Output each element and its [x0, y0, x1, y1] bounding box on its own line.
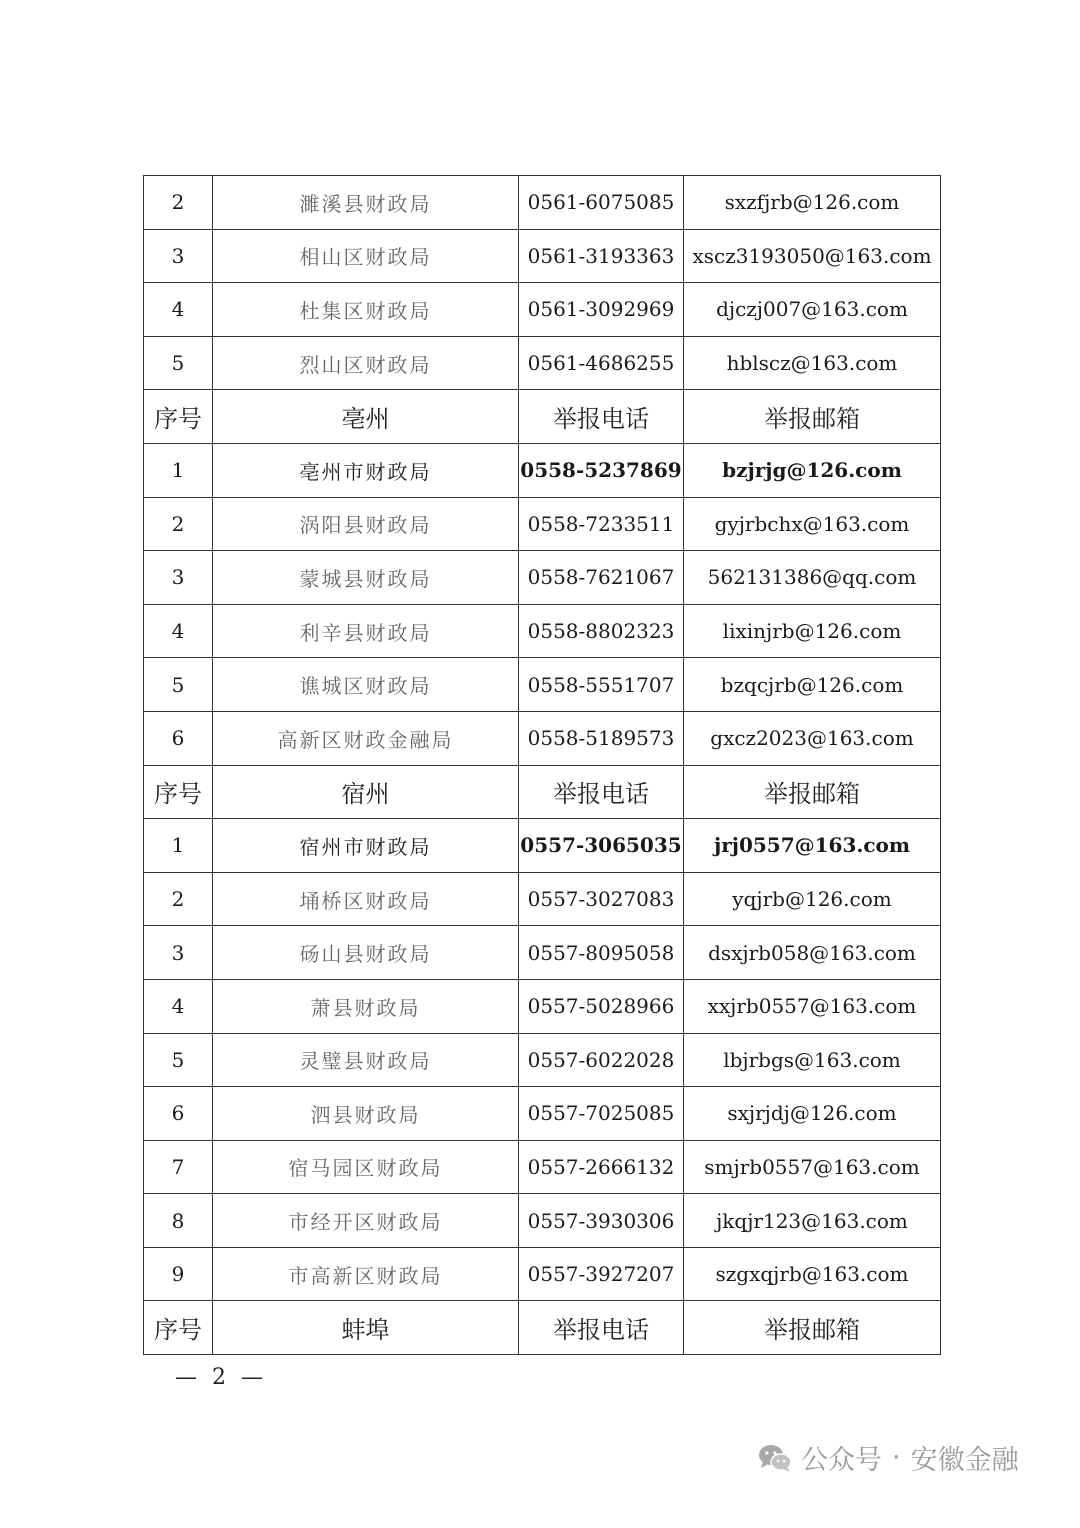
cell-office-name: 利辛县财政局	[213, 604, 519, 658]
cell-report-phone: 0561-6075085	[519, 176, 684, 230]
cell-index: 2	[144, 872, 213, 926]
cell-report-email: sxzfjrb@126.com	[684, 176, 941, 230]
table-row	[144, 336, 941, 390]
cell-report-phone: 0558-8802323	[519, 604, 684, 658]
cell-report-phone: 0558-5237869	[519, 443, 684, 497]
cell-office-name: 宿州市财政局	[213, 819, 519, 873]
table-row	[144, 176, 941, 230]
cell-report-phone: 0557-8095058	[519, 926, 684, 980]
table-row	[144, 604, 941, 658]
cell-report-email: hblscz@163.com	[684, 336, 941, 390]
watermark-separator: ·	[892, 1442, 901, 1473]
table-row	[144, 872, 941, 926]
cell-report-email: 562131386@qq.com	[684, 551, 941, 605]
table-section-header	[144, 765, 941, 819]
watermark-account: 安徽金融	[910, 1445, 1019, 1476]
cell-report-email: xxjrb0557@163.com	[684, 979, 941, 1033]
cell-office-name: 砀山县财政局	[213, 926, 519, 980]
cell-report-phone: 0557-3927207	[519, 1247, 684, 1301]
cell-report-phone: 0558-5189573	[519, 711, 684, 765]
cell-report-email: smjrb0557@163.com	[684, 1140, 941, 1194]
cell-report-phone: 0558-7621067	[519, 551, 684, 605]
cell-index: 8	[144, 1194, 213, 1248]
cell-report-email: xscz3193050@163.com	[684, 229, 941, 283]
cell-index: 1	[144, 443, 213, 497]
cell-report-email: jrj0557@163.com	[684, 819, 941, 873]
table-section-header	[144, 390, 941, 444]
cell-office-name: 泗县财政局	[213, 1087, 519, 1141]
table-row	[144, 979, 941, 1033]
cell-report-phone: 举报电话	[519, 1301, 684, 1355]
cell-report-phone: 0557-5028966	[519, 979, 684, 1033]
cell-report-phone: 0561-4686255	[519, 336, 684, 390]
table-row	[144, 497, 941, 551]
cell-index: 序号	[144, 765, 213, 819]
cell-report-email: bzqcjrb@126.com	[684, 658, 941, 712]
cell-report-email: 举报邮箱	[684, 390, 941, 444]
cell-office-name: 灵璧县财政局	[213, 1033, 519, 1087]
cell-report-phone: 0557-2666132	[519, 1140, 684, 1194]
table-row	[144, 1087, 941, 1141]
cell-report-phone: 0557-3930306	[519, 1194, 684, 1248]
cell-report-email: gxcz2023@163.com	[684, 711, 941, 765]
cell-office-name: 高新区财政金融局	[213, 711, 519, 765]
cell-report-phone: 0557-7025085	[519, 1087, 684, 1141]
cell-office-name: 亳州市财政局	[213, 443, 519, 497]
cell-index: 3	[144, 551, 213, 605]
cell-report-email: djczj007@163.com	[684, 283, 941, 337]
cell-report-email: lixinjrb@126.com	[684, 604, 941, 658]
cell-office-name: 相山区财政局	[213, 229, 519, 283]
cell-office-name: 烈山区财政局	[213, 336, 519, 390]
cell-report-email: gyjrbchx@163.com	[684, 497, 941, 551]
cell-report-phone: 0557-3065035	[519, 819, 684, 873]
table-row	[144, 658, 941, 712]
cell-index: 序号	[144, 390, 213, 444]
cell-office-name: 蒙城县财政局	[213, 551, 519, 605]
cell-index: 3	[144, 926, 213, 980]
cell-index: 5	[144, 658, 213, 712]
cell-index: 4	[144, 979, 213, 1033]
cell-index: 2	[144, 176, 213, 230]
cell-report-email: bzjrjg@126.com	[684, 443, 941, 497]
cell-index: 4	[144, 283, 213, 337]
cell-office-name: 濉溪县财政局	[213, 176, 519, 230]
table-row	[144, 443, 941, 497]
cell-office-name: 埇桥区财政局	[213, 872, 519, 926]
cell-index: 6	[144, 1087, 213, 1141]
cell-index: 7	[144, 1140, 213, 1194]
cell-index: 序号	[144, 1301, 213, 1355]
cell-report-phone: 0561-3193363	[519, 229, 684, 283]
cell-index: 9	[144, 1247, 213, 1301]
cell-office-name: 宿州	[213, 765, 519, 819]
table-row	[144, 283, 941, 337]
cell-report-email: szgxqjrb@163.com	[684, 1247, 941, 1301]
cell-index: 2	[144, 497, 213, 551]
cell-index: 6	[144, 711, 213, 765]
cell-report-phone: 0561-3092969	[519, 283, 684, 337]
cell-report-phone: 举报电话	[519, 390, 684, 444]
table-row	[144, 1247, 941, 1301]
cell-office-name: 宿马园区财政局	[213, 1140, 519, 1194]
table-row	[144, 819, 941, 873]
cell-office-name: 杜集区财政局	[213, 283, 519, 337]
cell-report-phone: 0557-3027083	[519, 872, 684, 926]
cell-report-email: sxjrjdj@126.com	[684, 1087, 941, 1141]
report-table-body	[144, 176, 941, 1355]
cell-report-phone: 0558-7233511	[519, 497, 684, 551]
watermark	[757, 1438, 1019, 1477]
table-row	[144, 711, 941, 765]
wechat-icon	[757, 1443, 793, 1473]
table-row	[144, 229, 941, 283]
cell-report-phone: 0557-6022028	[519, 1033, 684, 1087]
watermark-label: 公众号	[801, 1445, 882, 1476]
table-row	[144, 1194, 941, 1248]
cell-office-name: 萧县财政局	[213, 979, 519, 1033]
page-number: — 2 —	[175, 1365, 267, 1390]
cell-index: 1	[144, 819, 213, 873]
cell-office-name: 谯城区财政局	[213, 658, 519, 712]
cell-index: 5	[144, 1033, 213, 1087]
table-section-header	[144, 1301, 941, 1355]
cell-office-name: 涡阳县财政局	[213, 497, 519, 551]
cell-report-email: 举报邮箱	[684, 1301, 941, 1355]
cell-report-email: yqjrb@126.com	[684, 872, 941, 926]
cell-report-email: lbjrbgs@163.com	[684, 1033, 941, 1087]
cell-report-email: jkqjr123@163.com	[684, 1194, 941, 1248]
table-row	[144, 926, 941, 980]
cell-report-email: dsxjrb058@163.com	[684, 926, 941, 980]
cell-index: 5	[144, 336, 213, 390]
cell-report-email: 举报邮箱	[684, 765, 941, 819]
cell-index: 4	[144, 604, 213, 658]
cell-report-phone: 0558-5551707	[519, 658, 684, 712]
cell-office-name: 亳州	[213, 390, 519, 444]
table-row	[144, 1140, 941, 1194]
table-row	[144, 551, 941, 605]
table-row	[144, 1033, 941, 1087]
cell-office-name: 市经开区财政局	[213, 1194, 519, 1248]
cell-office-name: 市高新区财政局	[213, 1247, 519, 1301]
cell-report-phone: 举报电话	[519, 765, 684, 819]
cell-index: 3	[144, 229, 213, 283]
report-table	[143, 175, 941, 1355]
cell-office-name: 蚌埠	[213, 1301, 519, 1355]
